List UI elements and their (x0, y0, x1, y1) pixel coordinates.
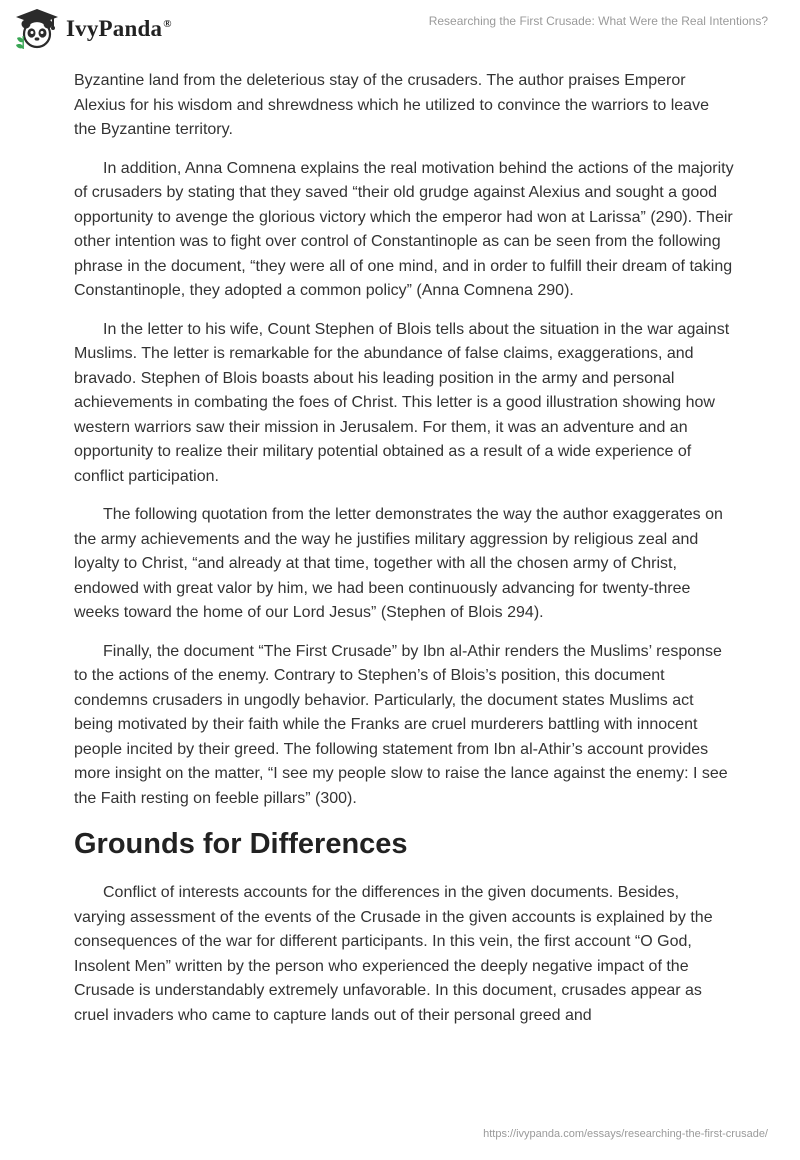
page-header (0, 0, 800, 60)
source-url[interactable]: https://ivypanda.com/essays/researching-the-first-crusade/ (483, 1128, 768, 1140)
paragraph: In addition, Anna Comnena explains the real motivation behind the actions of the majority of crusaders by stating that they saved “their old grudge against Alexius and sought a good opportunity to avenge the glorious victory which the emperor had won at Larissa” (290). Their other intention was to fight over control of Constantinople as can be seen from the following phrase in the document, “they were all of one mind, and in order to fulfill their dream of taking Constantinople, they adopted a common policy” (Anna Comnena 290). (74, 159, 734, 299)
paragraph: In the letter to his wife, Count Stephen of Blois tells about the situation in the war against Muslims. The letter is remarkable for the abundance of false claims, exaggerations, and bravado. Stephen of Blois boasts about his leading position in the army and personal achievements in combating the foes of Christ. This letter is a good illustration showing how western warriors saw their mission in Jerusalem. For them, it was an adventure and an opportunity to realize their military potential obtained as a result of a wide experience of conflict participation. (74, 320, 730, 485)
section-heading: Grounds for Differences (74, 828, 408, 860)
paragraph: Conflict of interests accounts for the differences in the given documents. Besides, varying assessment of the events of the Crusade in the given accounts is explained by the consequences of the war for different participants. In this vein, the first account “O God, Insolent Men” written by the person who experienced the deeply negative impact of the Crusade is understandably extremely unfavorable. In this document, crusades appear as cruel invaders who came to capture lands out of their personal greed and (74, 884, 713, 1024)
paragraph: Byzantine land from the deleterious stay of the crusaders. The author praises Emperor Alexius for his wisdom and shrewdness which he utilized to convince the warriors to leave the Byzantine territory. (74, 72, 709, 138)
ivypanda-logo[interactable] (14, 8, 172, 50)
document-title: Researching the First Crusade: What Were the Real Intentions? (428, 14, 768, 28)
paragraph: The following quotation from the letter demonstrates the way the author exaggerates on the army achievements and the way he justifies military aggression by religious zeal and loyalty to Christ, “and already at that time, together with all the chosen army of Christ, endowed with great valor by him, we had been continuously advancing for twenty-three weeks toward the home of our Lord Jesus” (Stephen of Blois 294). (74, 506, 723, 621)
brand-name: IvyPanda® (66, 16, 172, 41)
paragraph: Finally, the document “The First Crusade” by Ibn al-Athir renders the Muslims’ response to the actions of the enemy. Contrary to Stephen’s of Blois’s position, this document condemns crusaders in ungodly behavior. Particularly, the document states Muslims act being motivated by their faith while the Franks are cruel murderers battling with innocent people incited by their greed. The following statement from Ibn al-Athir’s account provides more insight on the matter, “I see my people slow to raise the lance against the enemy: I see the Faith resting on feeble pillars” (300). (74, 642, 728, 807)
panda-graduation-cap-icon (14, 8, 60, 50)
essay-content (74, 69, 734, 1042)
